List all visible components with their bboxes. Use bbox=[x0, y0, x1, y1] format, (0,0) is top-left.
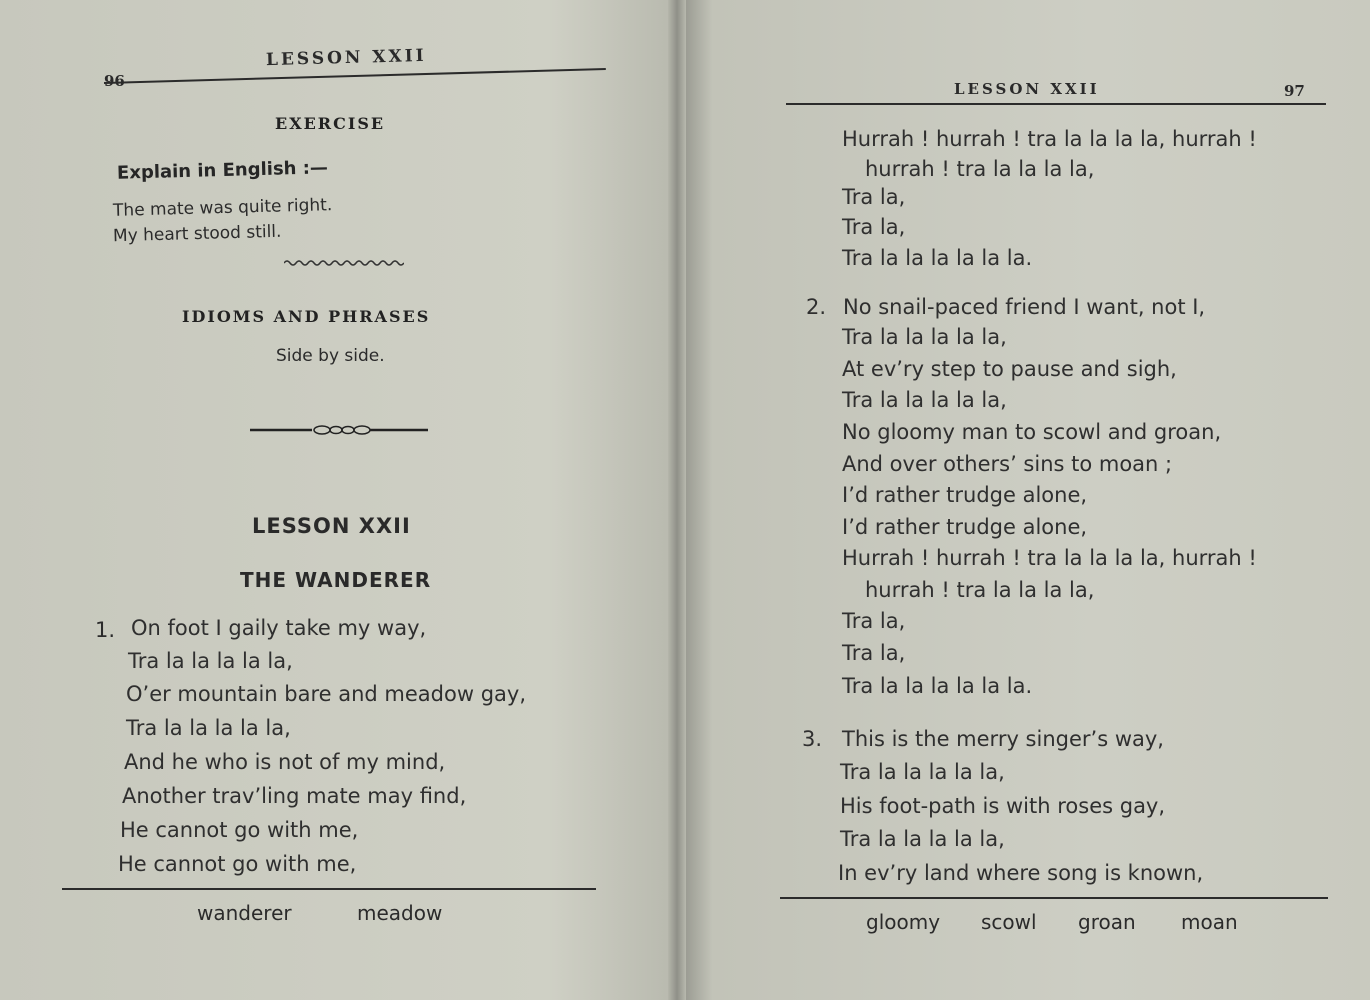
exercise-line-1: The mate was quite right. bbox=[112, 195, 333, 221]
poem-line: Tra la la la la la la. bbox=[842, 246, 1033, 270]
poem-line: He cannot go with me, bbox=[120, 818, 359, 842]
exercise-instruction: Explain in English :— bbox=[116, 157, 329, 184]
poem-line: His foot-path is with roses gay, bbox=[840, 794, 1166, 818]
vocab-word: groan bbox=[1078, 910, 1136, 934]
poem-line: hurrah ! tra la la la la, bbox=[865, 578, 1095, 602]
poem-line: Tra la la la la la, bbox=[840, 827, 1005, 851]
vocab-word: scowl bbox=[981, 910, 1037, 934]
vocab-word: moan bbox=[1181, 910, 1238, 934]
poem-line: Tra la la la la la, bbox=[842, 388, 1007, 412]
exercise-line-2: My heart stood still. bbox=[112, 221, 282, 247]
book-gutter bbox=[668, 0, 686, 1000]
poem-line: I’d rather trudge alone, bbox=[842, 483, 1088, 507]
running-header: LESSON XXII bbox=[265, 45, 427, 71]
footer-rule bbox=[780, 897, 1328, 899]
poem-line: And over others’ sins to moan ; bbox=[842, 452, 1173, 476]
exercise-title: EXERCISE bbox=[275, 114, 386, 133]
vocab-word: wanderer bbox=[197, 901, 292, 925]
running-header: LESSON XXII bbox=[954, 80, 1100, 98]
poem-line: I’d rather trudge alone, bbox=[842, 515, 1088, 539]
page-number: 96 bbox=[104, 72, 125, 90]
poem-line: On foot I gaily take my way, bbox=[131, 616, 427, 640]
poem-line: Tra la, bbox=[842, 609, 906, 633]
poem-line: In ev’ry land where song is known, bbox=[838, 861, 1204, 885]
poem-line: This is the merry singer’s way, bbox=[842, 727, 1164, 751]
poem-line: No gloomy man to scowl and groan, bbox=[842, 420, 1222, 444]
footer-rule bbox=[62, 888, 596, 890]
left-page bbox=[0, 0, 668, 1000]
poem-line: Hurrah ! hurrah ! tra la la la la, hurrah ! bbox=[842, 127, 1257, 151]
idioms-text: Side by side. bbox=[276, 346, 385, 366]
stanza-number: 3. bbox=[802, 727, 823, 751]
poem-line: Another trav’ling mate may find, bbox=[122, 784, 467, 808]
poem-line: Tra la, bbox=[842, 641, 906, 665]
poem-title: THE WANDERER bbox=[240, 568, 432, 592]
right-page bbox=[686, 0, 1370, 1000]
header-rule bbox=[104, 68, 606, 84]
poem-line: He cannot go with me, bbox=[118, 852, 357, 876]
poem-line: And he who is not of my mind, bbox=[124, 750, 446, 774]
poem-line: Tra la la la la la, bbox=[126, 716, 291, 740]
wavy-divider bbox=[284, 258, 404, 268]
vocab-word: meadow bbox=[357, 901, 443, 925]
stanza-number: 1. bbox=[95, 618, 116, 642]
stanza-number: 2. bbox=[806, 295, 827, 319]
poem-line: Tra la la la la la, bbox=[840, 760, 1005, 784]
lesson-title: LESSON XXII bbox=[252, 514, 411, 538]
poem-line: Tra la la la la la la. bbox=[842, 674, 1033, 698]
poem-line: At ev’ry step to pause and sigh, bbox=[842, 357, 1177, 381]
poem-line: O’er mountain bare and meadow gay, bbox=[126, 682, 527, 706]
idioms-title: IDIOMS AND PHRASES bbox=[182, 307, 431, 326]
poem-line: Tra la, bbox=[842, 185, 906, 209]
poem-line: Hurrah ! hurrah ! tra la la la la, hurrah ! bbox=[842, 546, 1257, 570]
vocab-word: gloomy bbox=[866, 910, 941, 934]
poem-line: Tra la, bbox=[842, 215, 906, 239]
header-rule bbox=[786, 103, 1326, 105]
poem-line: No snail-paced friend I want, not I, bbox=[843, 295, 1206, 319]
poem-line: Tra la la la la la, bbox=[128, 649, 293, 673]
poem-line: Tra la la la la la, bbox=[842, 325, 1007, 349]
ornament-divider bbox=[250, 422, 430, 438]
page-number: 97 bbox=[1284, 82, 1305, 100]
poem-line: hurrah ! tra la la la la, bbox=[865, 157, 1095, 181]
